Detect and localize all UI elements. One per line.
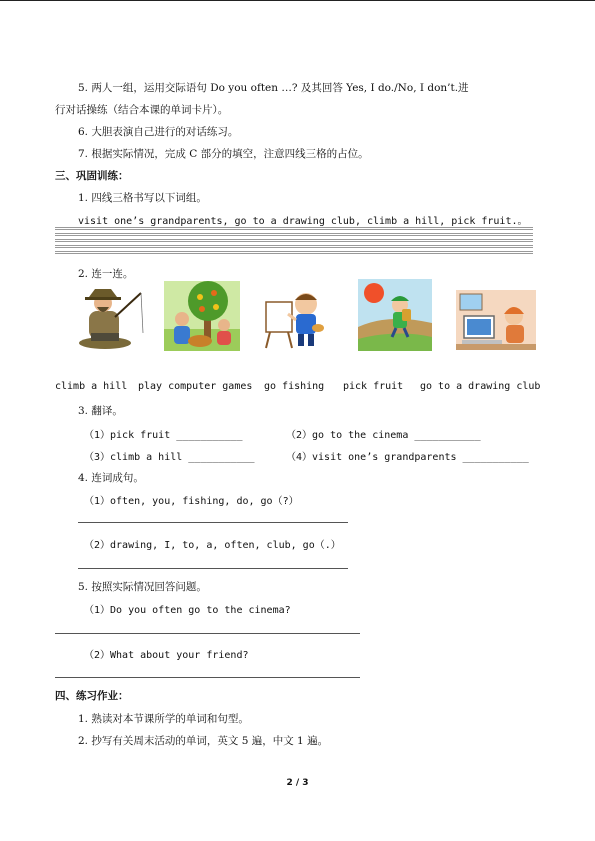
question-1-phrases: visit one’s grandparents, go to a drawing club, climb a hill, pick fruit.。	[78, 216, 528, 227]
computer-games-picture	[456, 290, 536, 350]
word-order-item-1: （1）often, you, fishing, do, go（?）	[84, 496, 299, 507]
step-5-line-2: 行对话操练（结合本课的单词卡片）。	[55, 104, 229, 116]
drawing-boy-picture	[262, 288, 326, 350]
answer-question-1: （1）Do you often go to the cinema?	[84, 605, 291, 616]
page-number: 2 / 3	[286, 778, 309, 788]
translate-item-4: （4）visit one’s grandparents ___________	[286, 452, 529, 463]
answer-line[interactable]	[78, 568, 348, 569]
question-4: 4. 连词成句。	[78, 472, 144, 484]
fishing-man-picture	[75, 283, 147, 351]
step-7: 7. 根据实际情况，完成 C 部分的填空，注意四线三格的占位。	[78, 148, 369, 160]
step-5-line-1: 5. 两人一组，运用交际语句 Do you often …? 及其回答 Yes, I do./No, I don’t.进	[78, 82, 469, 94]
answer-line[interactable]	[55, 677, 360, 678]
climb-hill-picture	[358, 279, 432, 351]
question-5: 5. 按照实际情况回答问题。	[78, 581, 207, 593]
answer-line[interactable]	[78, 522, 348, 523]
homework-item-1: 1. 熟读对本节课所学的单词和句型。	[78, 713, 249, 725]
step-6: 6. 大胆表演自己进行的对话练习。	[78, 126, 239, 138]
question-2: 2. 连一连。	[78, 268, 134, 280]
answer-question-2: （2）What about your friend?	[84, 650, 249, 661]
word-order-item-2: （2）drawing, I, to, a, often, club, go（.）	[84, 540, 341, 551]
page-top-rule	[0, 0, 595, 1]
question-3: 3. 翻译。	[78, 405, 123, 417]
section-4-heading: 四、练习作业：	[55, 690, 129, 702]
answer-line[interactable]	[55, 633, 360, 634]
match-word-pick-fruit: pick fruit	[343, 381, 404, 392]
section-3-heading: 三、巩固训练：	[55, 170, 129, 182]
translate-item-1: （1）pick fruit ___________	[84, 430, 243, 441]
translate-item-3: （3）climb a hill ___________	[84, 452, 255, 463]
match-word-climb-a-hill: climb a hill	[55, 381, 128, 392]
match-word-play-computer-games: play computer games	[138, 381, 253, 392]
pick-fruit-picture	[164, 281, 240, 351]
match-word-go-to-a-drawing-club: go to a drawing club	[420, 381, 541, 392]
translate-item-2: （2）go to the cinema ___________	[286, 430, 481, 441]
homework-item-2: 2. 抄写有关周末活动的单词，英文 5 遍，中文 1 遍。	[78, 735, 329, 747]
match-word-go-fishing: go fishing	[264, 381, 325, 392]
question-1: 1. 四线三格书写以下词组。	[78, 192, 207, 204]
